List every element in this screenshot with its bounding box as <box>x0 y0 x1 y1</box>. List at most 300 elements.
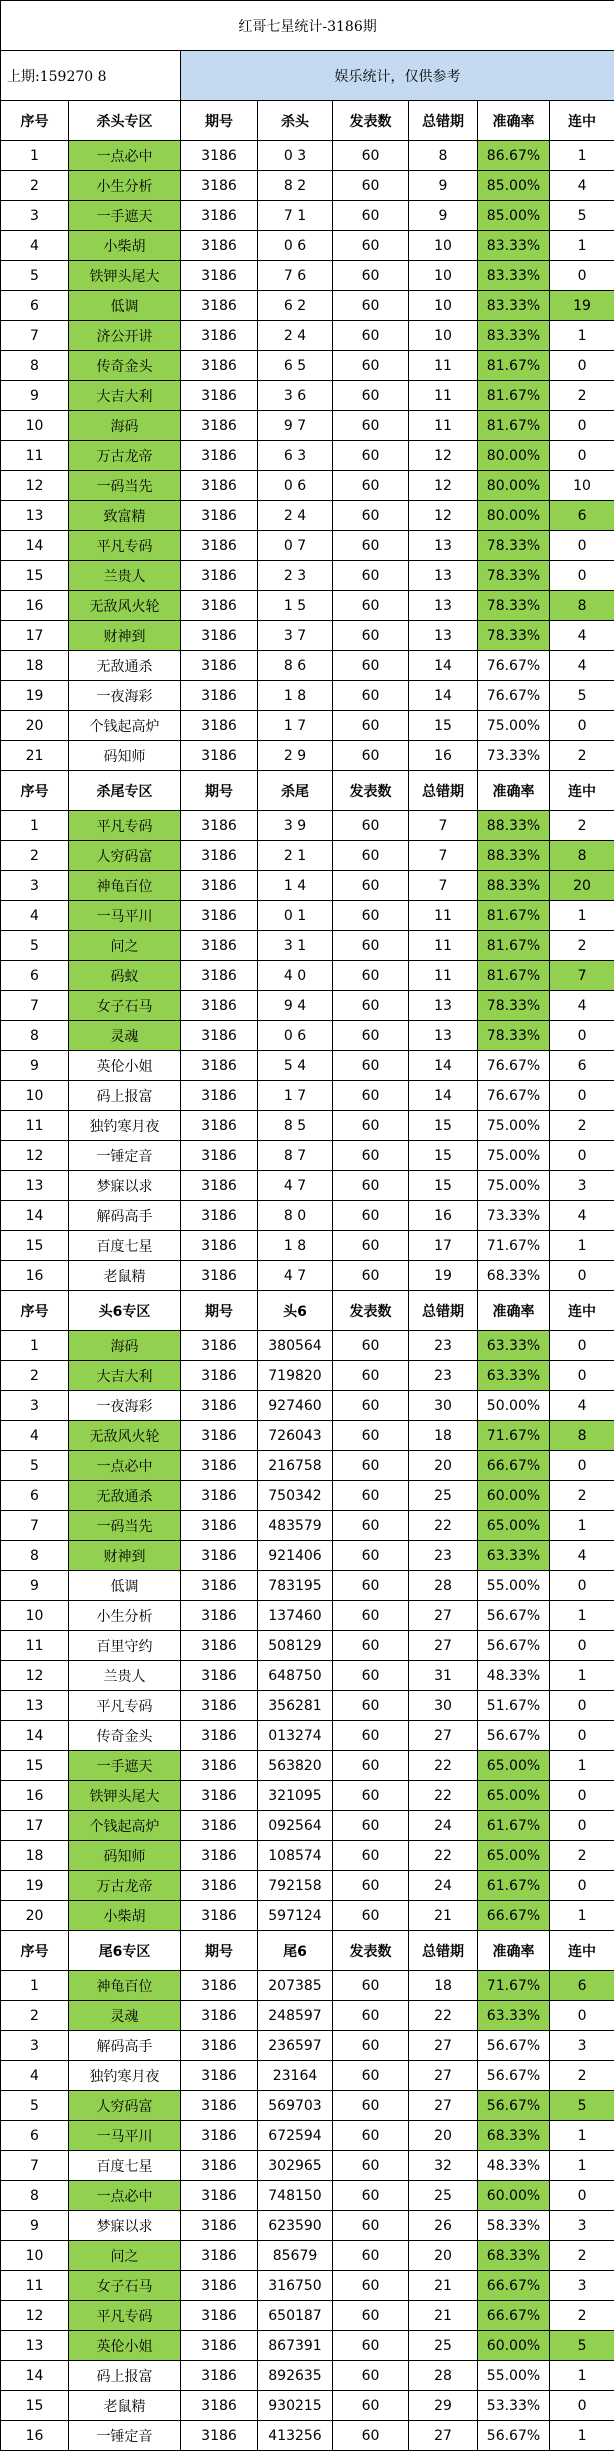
col-misses-cell: 20 <box>409 1451 478 1481</box>
col-posts-cell: 60 <box>333 261 409 291</box>
col-streak-cell: 1 <box>550 1601 614 1631</box>
col-accuracy-cell: 78.33% <box>478 591 550 621</box>
header-col-name: 杀尾专区 <box>69 771 181 811</box>
table-row <box>1 2421 614 2451</box>
col-streak-cell: 0 <box>550 2391 614 2421</box>
col-name-cell: 兰贵人 <box>69 561 181 591</box>
col-posts-cell: 60 <box>333 2031 409 2061</box>
table-row <box>1 1871 614 1901</box>
col-index-cell: 1 <box>1 811 69 841</box>
title-row <box>1 1 614 51</box>
col-index-cell: 10 <box>1 1601 69 1631</box>
col-accuracy-cell: 56.67% <box>478 2061 550 2091</box>
col-misses-cell: 21 <box>409 2301 478 2331</box>
col-value-cell: 3 7 <box>258 621 333 651</box>
header-col-name: 杀头专区 <box>69 101 181 141</box>
table-row <box>1 141 614 171</box>
col-misses-cell: 7 <box>409 811 478 841</box>
col-period-cell: 3186 <box>181 1451 258 1481</box>
col-index-cell: 9 <box>1 1051 69 1081</box>
col-posts-cell: 60 <box>333 811 409 841</box>
col-index-cell: 8 <box>1 1021 69 1051</box>
col-value-cell: 302965 <box>258 2151 333 2181</box>
col-period-cell: 3186 <box>181 441 258 471</box>
col-value-cell: 1 5 <box>258 591 333 621</box>
col-value-cell: 013274 <box>258 1721 333 1751</box>
col-misses-cell: 23 <box>409 1331 478 1361</box>
col-posts-cell: 60 <box>333 1361 409 1391</box>
col-accuracy-cell: 73.33% <box>478 741 550 771</box>
col-name-cell: 一夜海彩 <box>69 681 181 711</box>
col-name-cell: 平凡专码 <box>69 2301 181 2331</box>
header-col-name: 尾6专区 <box>69 1931 181 1971</box>
col-misses-cell: 23 <box>409 1541 478 1571</box>
col-misses-cell: 8 <box>409 141 478 171</box>
col-name-cell: 独钓寒月夜 <box>69 2061 181 2091</box>
col-posts-cell: 60 <box>333 441 409 471</box>
col-period-cell: 3186 <box>181 1111 258 1141</box>
col-misses-cell: 16 <box>409 741 478 771</box>
col-misses-cell: 15 <box>409 711 478 741</box>
col-posts-cell: 60 <box>333 1601 409 1631</box>
col-period-cell: 3186 <box>181 1021 258 1051</box>
col-misses-cell: 19 <box>409 1261 478 1291</box>
col-period-cell: 3186 <box>181 1421 258 1451</box>
col-posts-cell: 60 <box>333 2121 409 2151</box>
col-index-cell: 9 <box>1 1571 69 1601</box>
header-col-period: 期号 <box>181 771 258 811</box>
col-accuracy-cell: 61.67% <box>478 1811 550 1841</box>
col-accuracy-cell: 68.33% <box>478 2121 550 2151</box>
table-row <box>1 991 614 1021</box>
col-posts-cell: 60 <box>333 1901 409 1931</box>
col-period-cell: 3186 <box>181 1691 258 1721</box>
col-accuracy-cell: 83.33% <box>478 261 550 291</box>
table-row <box>1 931 614 961</box>
table-row <box>1 1361 614 1391</box>
col-index-cell: 16 <box>1 591 69 621</box>
col-streak-cell: 4 <box>550 1201 614 1231</box>
col-index-cell: 15 <box>1 2391 69 2421</box>
col-value-cell: 6 5 <box>258 351 333 381</box>
col-misses-cell: 30 <box>409 1391 478 1421</box>
col-misses-cell: 11 <box>409 411 478 441</box>
col-index-cell: 10 <box>1 2241 69 2271</box>
col-value-cell: 2 9 <box>258 741 333 771</box>
col-accuracy-cell: 56.67% <box>478 2091 550 2121</box>
col-posts-cell: 60 <box>333 2001 409 2031</box>
col-streak-cell: 3 <box>550 2211 614 2241</box>
col-name-cell: 码蚁 <box>69 961 181 991</box>
col-posts-cell: 60 <box>333 2361 409 2391</box>
col-index-cell: 5 <box>1 261 69 291</box>
col-streak-cell: 0 <box>550 1361 614 1391</box>
col-value-cell: 380564 <box>258 1331 333 1361</box>
col-accuracy-cell: 68.33% <box>478 2241 550 2271</box>
col-misses-cell: 7 <box>409 841 478 871</box>
col-index-cell: 13 <box>1 501 69 531</box>
col-name-cell: 独钓寒月夜 <box>69 1111 181 1141</box>
col-posts-cell: 60 <box>333 2211 409 2241</box>
col-index-cell: 16 <box>1 1261 69 1291</box>
col-posts-cell: 60 <box>333 1391 409 1421</box>
col-accuracy-cell: 50.00% <box>478 1391 550 1421</box>
header-col-index: 序号 <box>1 1291 69 1331</box>
table-row <box>1 741 614 771</box>
col-misses-cell: 12 <box>409 471 478 501</box>
col-index-cell: 3 <box>1 201 69 231</box>
header-col-streak: 连中 <box>550 771 614 811</box>
table-row <box>1 1511 614 1541</box>
col-posts-cell: 60 <box>333 591 409 621</box>
col-accuracy-cell: 75.00% <box>478 1111 550 1141</box>
col-name-cell: 海码 <box>69 1331 181 1361</box>
col-misses-cell: 25 <box>409 1481 478 1511</box>
col-name-cell: 解码高手 <box>69 1201 181 1231</box>
col-index-cell: 13 <box>1 1171 69 1201</box>
col-value-cell: 8 7 <box>258 1141 333 1171</box>
col-value-cell: 1 8 <box>258 1231 333 1261</box>
col-period-cell: 3186 <box>181 1511 258 1541</box>
col-index-cell: 4 <box>1 2061 69 2091</box>
col-accuracy-cell: 71.67% <box>478 1421 550 1451</box>
col-value-cell: 5 4 <box>258 1051 333 1081</box>
table-row <box>1 321 614 351</box>
col-name-cell: 传奇金头 <box>69 351 181 381</box>
col-period-cell: 3186 <box>181 931 258 961</box>
col-accuracy-cell: 51.67% <box>478 1691 550 1721</box>
col-name-cell: 一码当先 <box>69 1511 181 1541</box>
col-value-cell: 9 4 <box>258 991 333 1021</box>
header-col-period: 期号 <box>181 1931 258 1971</box>
col-index-cell: 8 <box>1 2181 69 2211</box>
col-posts-cell: 60 <box>333 1871 409 1901</box>
col-index-cell: 7 <box>1 1511 69 1541</box>
col-posts-cell: 60 <box>333 411 409 441</box>
col-streak-cell: 2 <box>550 1481 614 1511</box>
table-row <box>1 1571 614 1601</box>
col-value-cell: 0 6 <box>258 231 333 261</box>
col-misses-cell: 14 <box>409 1081 478 1111</box>
header-col-name: 头6专区 <box>69 1291 181 1331</box>
last-period: 上期:159270 8 <box>1 51 181 101</box>
col-posts-cell: 60 <box>333 1451 409 1481</box>
col-name-cell: 英伦小姐 <box>69 2331 181 2361</box>
table-row <box>1 2091 614 2121</box>
col-period-cell: 3186 <box>181 2361 258 2391</box>
col-accuracy-cell: 65.00% <box>478 1511 550 1541</box>
col-index-cell: 12 <box>1 1661 69 1691</box>
table-row <box>1 1201 614 1231</box>
col-misses-cell: 29 <box>409 2391 478 2421</box>
col-name-cell: 财神到 <box>69 1541 181 1571</box>
col-streak-cell: 0 <box>550 1141 614 1171</box>
col-index-cell: 15 <box>1 1231 69 1261</box>
col-accuracy-cell: 81.67% <box>478 351 550 381</box>
col-streak-cell: 1 <box>550 2421 614 2451</box>
col-name-cell: 问之 <box>69 931 181 961</box>
col-index-cell: 2 <box>1 2001 69 2031</box>
col-index-cell: 16 <box>1 1781 69 1811</box>
col-name-cell: 小生分析 <box>69 171 181 201</box>
col-streak-cell: 1 <box>550 1751 614 1781</box>
col-posts-cell: 60 <box>333 1661 409 1691</box>
col-name-cell: 灵魂 <box>69 2001 181 2031</box>
col-accuracy-cell: 66.67% <box>478 2271 550 2301</box>
col-misses-cell: 15 <box>409 1141 478 1171</box>
col-posts-cell: 60 <box>333 2391 409 2421</box>
col-streak-cell: 1 <box>550 2361 614 2391</box>
table-row <box>1 561 614 591</box>
col-period-cell: 3186 <box>181 1971 258 2001</box>
col-misses-cell: 22 <box>409 1841 478 1871</box>
col-streak-cell: 1 <box>550 2151 614 2181</box>
col-posts-cell: 60 <box>333 561 409 591</box>
col-name-cell: 一锤定音 <box>69 1141 181 1171</box>
col-value-cell: 783195 <box>258 1571 333 1601</box>
col-accuracy-cell: 75.00% <box>478 711 550 741</box>
col-name-cell: 码上报富 <box>69 1081 181 1111</box>
header-col-period: 期号 <box>181 101 258 141</box>
col-misses-cell: 7 <box>409 871 478 901</box>
col-streak-cell: 2 <box>550 1111 614 1141</box>
col-index-cell: 5 <box>1 2091 69 2121</box>
col-misses-cell: 13 <box>409 531 478 561</box>
col-misses-cell: 27 <box>409 1631 478 1661</box>
col-value-cell: 508129 <box>258 1631 333 1661</box>
col-period-cell: 3186 <box>181 321 258 351</box>
col-name-cell: 万古龙帝 <box>69 1871 181 1901</box>
col-accuracy-cell: 75.00% <box>478 1141 550 1171</box>
col-streak-cell: 2 <box>550 931 614 961</box>
col-accuracy-cell: 81.67% <box>478 411 550 441</box>
table-row <box>1 1051 614 1081</box>
col-period-cell: 3186 <box>181 2061 258 2091</box>
header-col-accuracy: 准确率 <box>478 771 550 811</box>
col-accuracy-cell: 48.33% <box>478 1661 550 1691</box>
col-streak-cell: 3 <box>550 2031 614 2061</box>
table-row <box>1 351 614 381</box>
col-misses-cell: 11 <box>409 351 478 381</box>
col-name-cell: 致富精 <box>69 501 181 531</box>
header-col-streak: 连中 <box>550 1931 614 1971</box>
col-streak-cell: 5 <box>550 2331 614 2361</box>
col-period-cell: 3186 <box>181 1721 258 1751</box>
col-index-cell: 19 <box>1 681 69 711</box>
col-name-cell: 传奇金头 <box>69 1721 181 1751</box>
col-value-cell: 719820 <box>258 1361 333 1391</box>
header-col-accuracy: 准确率 <box>478 1931 550 1971</box>
col-index-cell: 9 <box>1 381 69 411</box>
col-index-cell: 5 <box>1 1451 69 1481</box>
col-streak-cell: 6 <box>550 501 614 531</box>
col-accuracy-cell: 78.33% <box>478 991 550 1021</box>
col-posts-cell: 60 <box>333 1541 409 1571</box>
col-misses-cell: 25 <box>409 2181 478 2211</box>
table-row <box>1 961 614 991</box>
col-streak-cell: 2 <box>550 811 614 841</box>
col-posts-cell: 60 <box>333 1421 409 1451</box>
col-index-cell: 17 <box>1 621 69 651</box>
col-accuracy-cell: 71.67% <box>478 1971 550 2001</box>
col-index-cell: 14 <box>1 2361 69 2391</box>
disclaimer: 娱乐统计，仅供参考 <box>181 51 614 101</box>
table-row <box>1 531 614 561</box>
col-value-cell: 726043 <box>258 1421 333 1451</box>
col-misses-cell: 13 <box>409 621 478 651</box>
col-posts-cell: 60 <box>333 1721 409 1751</box>
col-index-cell: 17 <box>1 1811 69 1841</box>
col-value-cell: 2 3 <box>258 561 333 591</box>
col-name-cell: 铁钾头尾大 <box>69 1781 181 1811</box>
header-col-index: 序号 <box>1 101 69 141</box>
col-accuracy-cell: 76.67% <box>478 1051 550 1081</box>
col-accuracy-cell: 76.67% <box>478 651 550 681</box>
col-period-cell: 3186 <box>181 1081 258 1111</box>
col-accuracy-cell: 85.00% <box>478 171 550 201</box>
header-col-posts: 发表数 <box>333 1291 409 1331</box>
table-row <box>1 651 614 681</box>
col-value-cell: 236597 <box>258 2031 333 2061</box>
col-accuracy-cell: 83.33% <box>478 231 550 261</box>
col-misses-cell: 23 <box>409 1361 478 1391</box>
table-row <box>1 871 614 901</box>
col-accuracy-cell: 81.67% <box>478 931 550 961</box>
col-misses-cell: 11 <box>409 901 478 931</box>
col-accuracy-cell: 56.67% <box>478 1601 550 1631</box>
table-row <box>1 1081 614 1111</box>
col-value-cell: 867391 <box>258 2331 333 2361</box>
table-row <box>1 1781 614 1811</box>
col-index-cell: 4 <box>1 231 69 261</box>
col-value-cell: 483579 <box>258 1511 333 1541</box>
col-misses-cell: 18 <box>409 1971 478 2001</box>
col-index-cell: 3 <box>1 871 69 901</box>
col-posts-cell: 60 <box>333 871 409 901</box>
col-period-cell: 3186 <box>181 1901 258 1931</box>
col-name-cell: 神龟百位 <box>69 871 181 901</box>
table-row <box>1 681 614 711</box>
col-value-cell: 356281 <box>258 1691 333 1721</box>
col-posts-cell: 60 <box>333 1811 409 1841</box>
col-misses-cell: 14 <box>409 651 478 681</box>
table-row <box>1 171 614 201</box>
col-value-cell: 4 0 <box>258 961 333 991</box>
col-period-cell: 3186 <box>181 1141 258 1171</box>
col-misses-cell: 14 <box>409 1051 478 1081</box>
col-accuracy-cell: 58.33% <box>478 2211 550 2241</box>
col-streak-cell: 1 <box>550 2121 614 2151</box>
col-name-cell: 解码高手 <box>69 2031 181 2061</box>
col-misses-cell: 30 <box>409 1691 478 1721</box>
col-posts-cell: 60 <box>333 2181 409 2211</box>
col-period-cell: 3186 <box>181 811 258 841</box>
col-streak-cell: 3 <box>550 1171 614 1201</box>
col-posts-cell: 60 <box>333 651 409 681</box>
table-row <box>1 841 614 871</box>
col-index-cell: 10 <box>1 411 69 441</box>
table-row <box>1 1021 614 1051</box>
col-misses-cell: 31 <box>409 1661 478 1691</box>
col-period-cell: 3186 <box>181 2391 258 2421</box>
col-value-cell: 413256 <box>258 2421 333 2451</box>
col-posts-cell: 60 <box>333 1841 409 1871</box>
col-value-cell: 2 4 <box>258 501 333 531</box>
col-period-cell: 3186 <box>181 2031 258 2061</box>
col-name-cell: 老鼠精 <box>69 1261 181 1291</box>
col-name-cell: 小柴胡 <box>69 1901 181 1931</box>
col-misses-cell: 27 <box>409 2031 478 2061</box>
col-misses-cell: 16 <box>409 1201 478 1231</box>
table-row <box>1 1601 614 1631</box>
col-accuracy-cell: 48.33% <box>478 2151 550 2181</box>
col-value-cell: 7 6 <box>258 261 333 291</box>
col-posts-cell: 60 <box>333 2421 409 2451</box>
col-accuracy-cell: 81.67% <box>478 901 550 931</box>
col-accuracy-cell: 78.33% <box>478 1021 550 1051</box>
col-streak-cell: 4 <box>550 1391 614 1421</box>
col-name-cell: 神龟百位 <box>69 1971 181 2001</box>
col-posts-cell: 60 <box>333 1081 409 1111</box>
col-name-cell: 女子石马 <box>69 2271 181 2301</box>
header-col-streak: 连中 <box>550 101 614 141</box>
col-index-cell: 13 <box>1 1691 69 1721</box>
col-posts-cell: 60 <box>333 1051 409 1081</box>
col-misses-cell: 20 <box>409 2241 478 2271</box>
col-index-cell: 11 <box>1 1631 69 1661</box>
col-posts-cell: 60 <box>333 621 409 651</box>
col-streak-cell: 0 <box>550 1811 614 1841</box>
col-value-cell: 648750 <box>258 1661 333 1691</box>
col-period-cell: 3186 <box>181 261 258 291</box>
col-posts-cell: 60 <box>333 741 409 771</box>
col-streak-cell: 1 <box>550 901 614 931</box>
col-posts-cell: 60 <box>333 991 409 1021</box>
col-accuracy-cell: 85.00% <box>478 201 550 231</box>
col-posts-cell: 60 <box>333 901 409 931</box>
col-misses-cell: 12 <box>409 441 478 471</box>
col-posts-cell: 60 <box>333 531 409 561</box>
col-accuracy-cell: 65.00% <box>478 1841 550 1871</box>
col-name-cell: 人穷码富 <box>69 841 181 871</box>
col-accuracy-cell: 83.33% <box>478 291 550 321</box>
col-accuracy-cell: 76.67% <box>478 1081 550 1111</box>
col-misses-cell: 27 <box>409 2091 478 2121</box>
col-period-cell: 3186 <box>181 1261 258 1291</box>
table-row <box>1 381 614 411</box>
col-index-cell: 14 <box>1 1721 69 1751</box>
col-misses-cell: 10 <box>409 291 478 321</box>
col-name-cell: 小柴胡 <box>69 231 181 261</box>
col-index-cell: 12 <box>1 2301 69 2331</box>
col-streak-cell: 2 <box>550 1841 614 1871</box>
col-name-cell: 兰贵人 <box>69 1661 181 1691</box>
col-value-cell: 8 2 <box>258 171 333 201</box>
table-row <box>1 2151 614 2181</box>
col-value-cell: 0 6 <box>258 471 333 501</box>
col-posts-cell: 60 <box>333 1171 409 1201</box>
col-name-cell: 一手遮天 <box>69 1751 181 1781</box>
table-row <box>1 1421 614 1451</box>
col-misses-cell: 27 <box>409 1601 478 1631</box>
col-index-cell: 11 <box>1 441 69 471</box>
col-name-cell: 一马平川 <box>69 901 181 931</box>
col-misses-cell: 11 <box>409 931 478 961</box>
col-index-cell: 14 <box>1 1201 69 1231</box>
col-accuracy-cell: 66.67% <box>478 1451 550 1481</box>
col-name-cell: 低调 <box>69 291 181 321</box>
table-row <box>1 1971 614 2001</box>
